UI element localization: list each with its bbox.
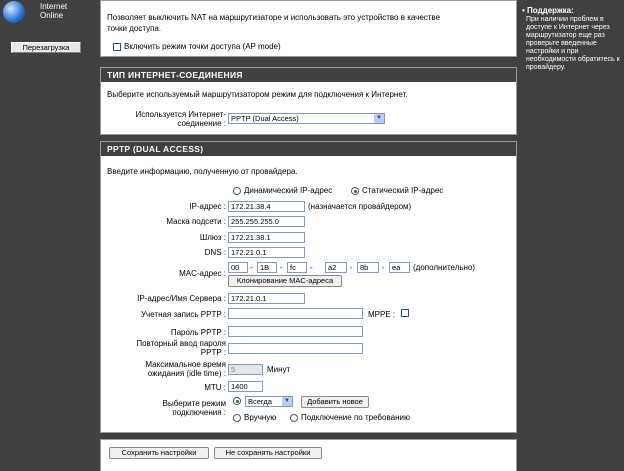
ap-mode-label: Включить режим точки доступа (AP mode) [124,42,281,51]
mppe-checkbox[interactable] [401,309,409,317]
pptp-header: PPTP (DUAL ACCESS) [101,142,516,157]
reboot-button[interactable]: Перезагрузка [11,42,81,53]
mac-label: MAC-адрес : [179,269,226,278]
server-label: IP-адрес/Имя Сервера : [137,294,226,303]
dynamic-ip-radio[interactable] [233,187,241,195]
gateway-input[interactable]: 172.21.38.1 [228,232,305,243]
clone-mac-button[interactable]: Клонирование MAC-адреса [228,275,342,287]
password-input[interactable] [228,326,363,337]
nat-description-line2: точки доступа. [107,24,162,33]
help-title-text: Поддержка: [527,6,574,15]
mask-label: Маска подсети : [166,217,226,226]
mac-octet-4[interactable]: a2 [325,262,347,273]
idle-time-input[interactable]: 5 [228,364,263,375]
confirm-password-label-line2: PPTP : [200,348,226,357]
ap-mode-section [100,0,517,57]
mtu-input[interactable]: 1400 [228,381,263,392]
ip-label: IP-адрес : [189,202,226,211]
mac-octet-3[interactable]: fc [287,262,307,273]
confirm-password-label-line1: Повторный ввод пароля [136,339,226,348]
password-label: Пароль PPTP : [170,328,226,337]
status-line1: Internet [40,2,68,11]
connect-mode-label-line1: Выберите режим [162,399,226,408]
manual-radio[interactable] [233,414,241,422]
idle-time-label-line1: Максимальное время [145,360,226,369]
gateway-label: Шлюз : [199,233,226,242]
idle-time-label-line2: ожидания (idle time) : [147,369,226,378]
account-input[interactable] [228,308,363,319]
dns-label: DNS : [204,248,226,257]
connection-type-label-line1: Используется Интернет- [135,110,226,119]
pptp-description: Введите информацию, полученную от провайдера. [107,167,298,176]
mac-note: (дополнительно) [413,263,476,272]
connection-type-value: PPTP (Dual Access) [231,114,299,123]
mac-octet-6[interactable]: ea [389,262,410,273]
help-text: При наличии проблем в доступе к Интернет через маршрутизатор еще раз проверьте введенные настройки и при необходимости обратитесь к провайдеру. [526,16,620,71]
idle-time-unit: Минут [267,365,291,374]
save-settings-button[interactable]: Сохранить настройки [109,447,209,459]
help-panel [520,0,624,471]
add-new-button[interactable]: Добавить новое [301,396,369,408]
connect-mode-label-line2: подключения : [172,408,226,417]
mac-octet-5[interactable]: 8b [357,262,379,273]
connection-type-description: Выберите используемый маршрутизатором режим для подключения к Интернет. [107,90,408,99]
chevron-down-icon: ▼ [282,397,292,406]
connect-mode-select[interactable] [245,396,293,407]
chevron-down-icon: ▼ [374,114,384,123]
static-ip-radio[interactable] [351,187,359,195]
dns-input[interactable]: 172.21.0.1 [228,247,305,258]
manual-label: Вручную [244,413,277,422]
status-text [40,2,67,20]
help-title: • Поддержка: [522,6,574,15]
connection-type-label-line2: соединение : [177,119,226,128]
internet-status [0,0,96,30]
pptp-section: PPTP (DUAL ACCESS) Введите информацию, полученную от провайдера. Динамический IP-адрес Статический IP-адрес IP-адрес : 172.21.38.4 (назначается провайдером) Маска подсети : 255.255.255.0 Шлюз : 172.21.38.1 DNS : 172.21.0.1 MAC-адрес : 00 - 1B - fc - a2 - 8b - ea (дополнительно) Клонирование MAC-адреса IP-адрес/Имя Сервера : 172.21.0.1 Учетная запись PPTP : MPPE : Пароль PPTP : Повторный ввод пароля PPTP : Максимальное время ожидания (idle time) : 5 Минут MTU : 1400 Выберите режим подключения : Всегда ▼ Добавить новое Вручную Подключение по требованию [100,141,517,433]
ap-mode-checkbox[interactable] [113,43,121,51]
always-on-radio[interactable] [233,397,241,405]
dynamic-ip-label: Динамический IP-адрес [244,186,333,195]
account-label: Учетная запись PPTP : [140,310,226,319]
mppe-label: MPPE : [368,310,396,319]
connection-type-select[interactable] [228,113,385,124]
dont-save-settings-button[interactable]: Не сохранять настройки [214,447,322,459]
server-input[interactable]: 172.21.0.1 [228,293,305,304]
ip-input[interactable]: 172.21.38.4 [228,201,305,212]
connect-mode-value: Всегда [248,397,272,406]
confirm-password-input[interactable] [228,343,363,354]
footer-actions [100,439,517,471]
left-sidebar [0,0,96,471]
mask-input[interactable]: 255.255.255.0 [228,216,305,227]
static-ip-label: Статический IP-адрес [362,186,444,195]
on-demand-radio[interactable] [290,414,298,422]
ip-note: (назначается провайдером) [308,202,412,211]
mtu-label: MTU : [204,383,226,392]
mac-octet-2[interactable]: 1B [257,262,277,273]
status-line2: Online [40,11,64,20]
on-demand-label: Подключение по требованию [301,413,410,422]
connection-type-header: ТИП ИНТЕРНЕТ-СОЕДИНЕНИЯ [101,68,516,83]
globe-icon [3,1,25,23]
mac-octet-1[interactable]: 00 [228,262,248,273]
nat-description-line1: Позволяет выключить NAT на маршрутизаторе и использовать это устройство в качестве [107,13,441,22]
main-content [100,0,517,471]
connection-type-section [100,67,517,135]
